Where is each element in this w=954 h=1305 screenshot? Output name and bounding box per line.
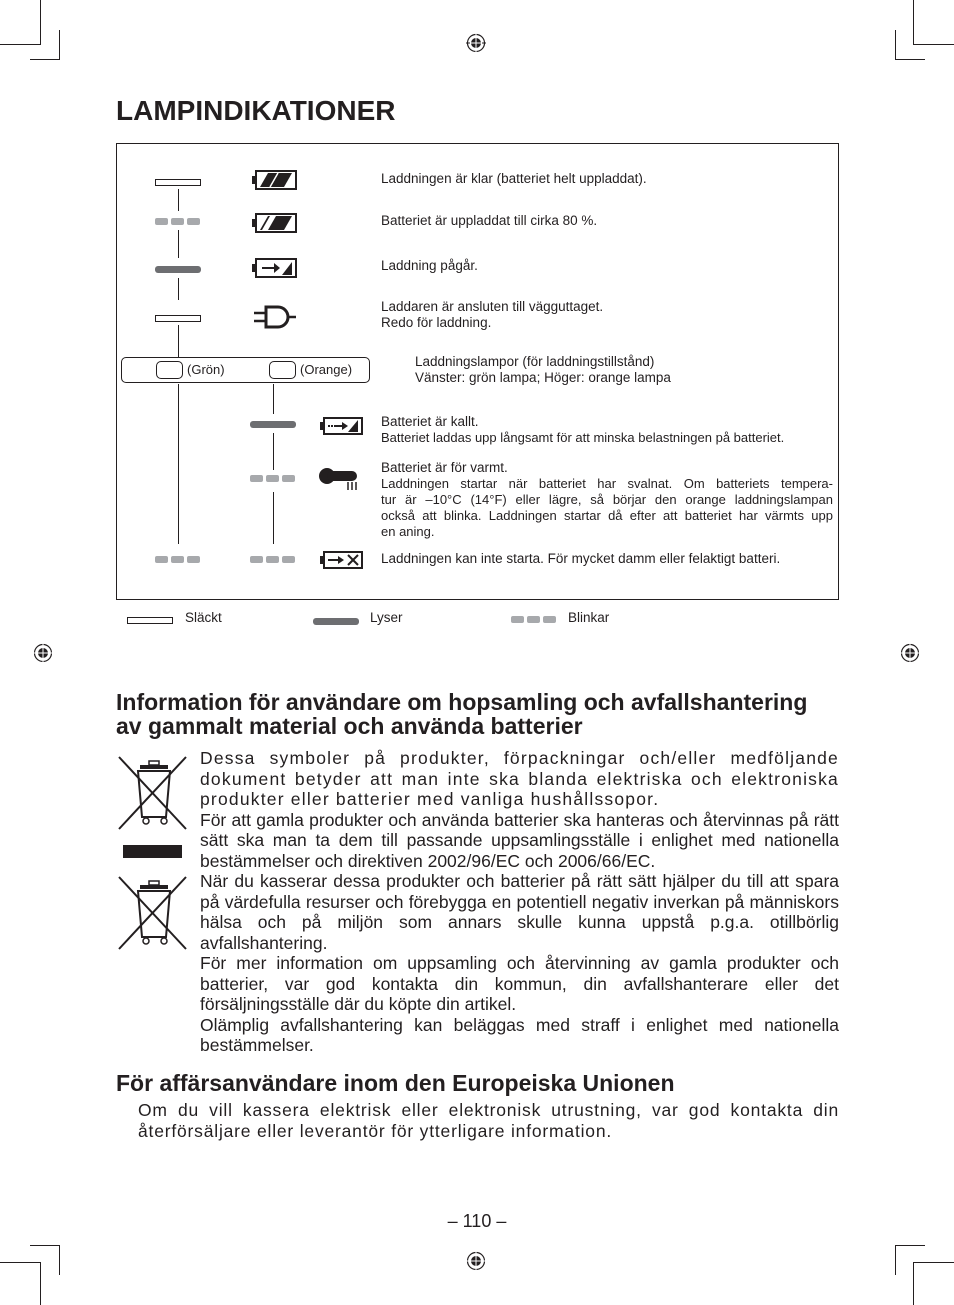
legend-off-label: Släckt — [185, 610, 222, 625]
lamp-blink-indicator — [155, 218, 201, 225]
section1-p5: Olämplig avfallshantering kan beläggas med straff i enlighet med nationella bestämmelser. — [200, 1014, 839, 1055]
section1-heading-2: av gammalt material och använda batterier — [116, 713, 583, 739]
registration-mark-icon — [33, 643, 53, 663]
warm-text-5: en aning. — [381, 524, 435, 539]
lamp-off-indicator — [155, 179, 201, 186]
crossed-bin-icon — [116, 755, 190, 831]
registration-mark-icon — [900, 643, 920, 663]
warm-text-3: tur är –10°C (14°F) eller lägre, så börjar den orange laddningslampan — [381, 492, 833, 507]
row-plug-text-1: Laddaren är ansluten till vägguttaget. — [381, 299, 604, 314]
battery-fault-icon — [320, 550, 364, 570]
lamp-off-indicator — [155, 315, 201, 322]
battery-80-icon — [252, 212, 298, 234]
green-lamp-icon — [156, 361, 183, 379]
orange-lamp-label: (Orange) — [300, 362, 353, 377]
registration-mark-icon — [466, 33, 486, 53]
orange-lamp-icon — [269, 361, 296, 379]
green-lamp-label: (Grön) — [187, 362, 225, 377]
warm-text-2: Laddningen startar när batteriet har svalnat. Om batteriets tempera- — [381, 476, 833, 491]
battery-full-icon — [252, 169, 298, 191]
section1-body — [200, 748, 839, 1056]
section1-p3: När du kasserar dessa produkter och batterier på rätt sätt hjälper du till att spara på värdefulla resurser och förebygga en potentiell negativ inverkan på människors hälsa och på miljön som annars skulle kunna uppstå p.g.a. otillbörlig avfallshantering. — [200, 871, 839, 953]
section2-heading: För affärsanvändare inom den Europeiska Unionen — [116, 1070, 675, 1096]
legend-blink-label: Blinkar — [568, 610, 610, 625]
battery-cold-icon — [320, 416, 364, 436]
section2-p1: Om du vill kassera elektrisk eller elektronisk utrustning, var god kontakta din återförsäljare eller leverantör för ytterligare information. — [138, 1100, 839, 1141]
lamp-desc-2: Vänster: grön lampa; Höger: orange lampa — [415, 370, 671, 385]
section1-heading-1: Information för användare om hopsamling och avfallshantering — [116, 689, 808, 715]
page-number: – 110 – — [447, 1211, 507, 1231]
cold-text-1: Batteriet är kallt. — [381, 414, 479, 429]
lamp-blink-indicator — [250, 556, 296, 563]
warm-text-1: Batteriet är för varmt. — [381, 460, 508, 475]
legend-on-label: Lyser — [370, 610, 403, 625]
lamp-on-indicator — [250, 421, 296, 428]
thermometer-icon — [318, 465, 364, 491]
crossed-bin-icon — [116, 875, 190, 951]
cold-text-2: Batteriet laddas upp långsamt för att minska belastningen på batteriet. — [381, 430, 785, 445]
lamp-blink-indicator — [155, 556, 201, 563]
legend-off-swatch — [127, 617, 173, 624]
legend-on-swatch — [313, 618, 359, 625]
page-title: LAMPINDIKATIONER — [116, 95, 396, 126]
battery-charging-icon — [252, 257, 298, 279]
section2-body — [138, 1100, 839, 1141]
registration-mark-icon — [466, 1251, 486, 1271]
row-full-text: Laddningen är klar (batteriet helt uppladdat). — [381, 171, 647, 186]
bin-bar-icon — [123, 845, 182, 858]
warm-text-4: också att blinka. Laddningen startar då efter att batteriet har värmts upp — [381, 508, 833, 523]
lamp-blink-indicator — [250, 475, 296, 482]
row-charging-text: Laddning pågår. — [381, 258, 478, 273]
lamp-on-indicator — [155, 266, 201, 273]
section1-p4: För mer information om uppsamling och återvinning av gamla produkter och batterier, var god kontakta din kommun, din avfallshanterare eller det försäljningsställe där du köpte din artikel. — [200, 953, 839, 1014]
lamp-desc-1: Laddningslampor (för laddningstillstånd) — [415, 354, 655, 369]
row-80-text: Batteriet är uppladdat till cirka 80 %. — [381, 213, 598, 228]
section1-p1: Dessa symboler på produkter, förpackningar och/eller medföljande dokument betyder att man inte ska blanda elektriska och elektroniska produkter eller batterier med vanliga hushållssopor. — [200, 748, 839, 809]
legend-blink-swatch — [511, 616, 557, 623]
fault-text: Laddningen kan inte starta. För mycket damm eller felaktigt batteri. — [381, 551, 781, 566]
plug-icon — [254, 305, 296, 329]
row-plug-text-2: Redo för laddning. — [381, 315, 492, 330]
section1-p2: För att gamla produkter och använda batterier ska hanteras och återvinnas på rätt sätt ska man ta dem till passande uppsamlingsställe i enlighet med nationella bestämmelser och direktiven 2002/96/EC och 2006/66/EC. — [200, 809, 839, 871]
